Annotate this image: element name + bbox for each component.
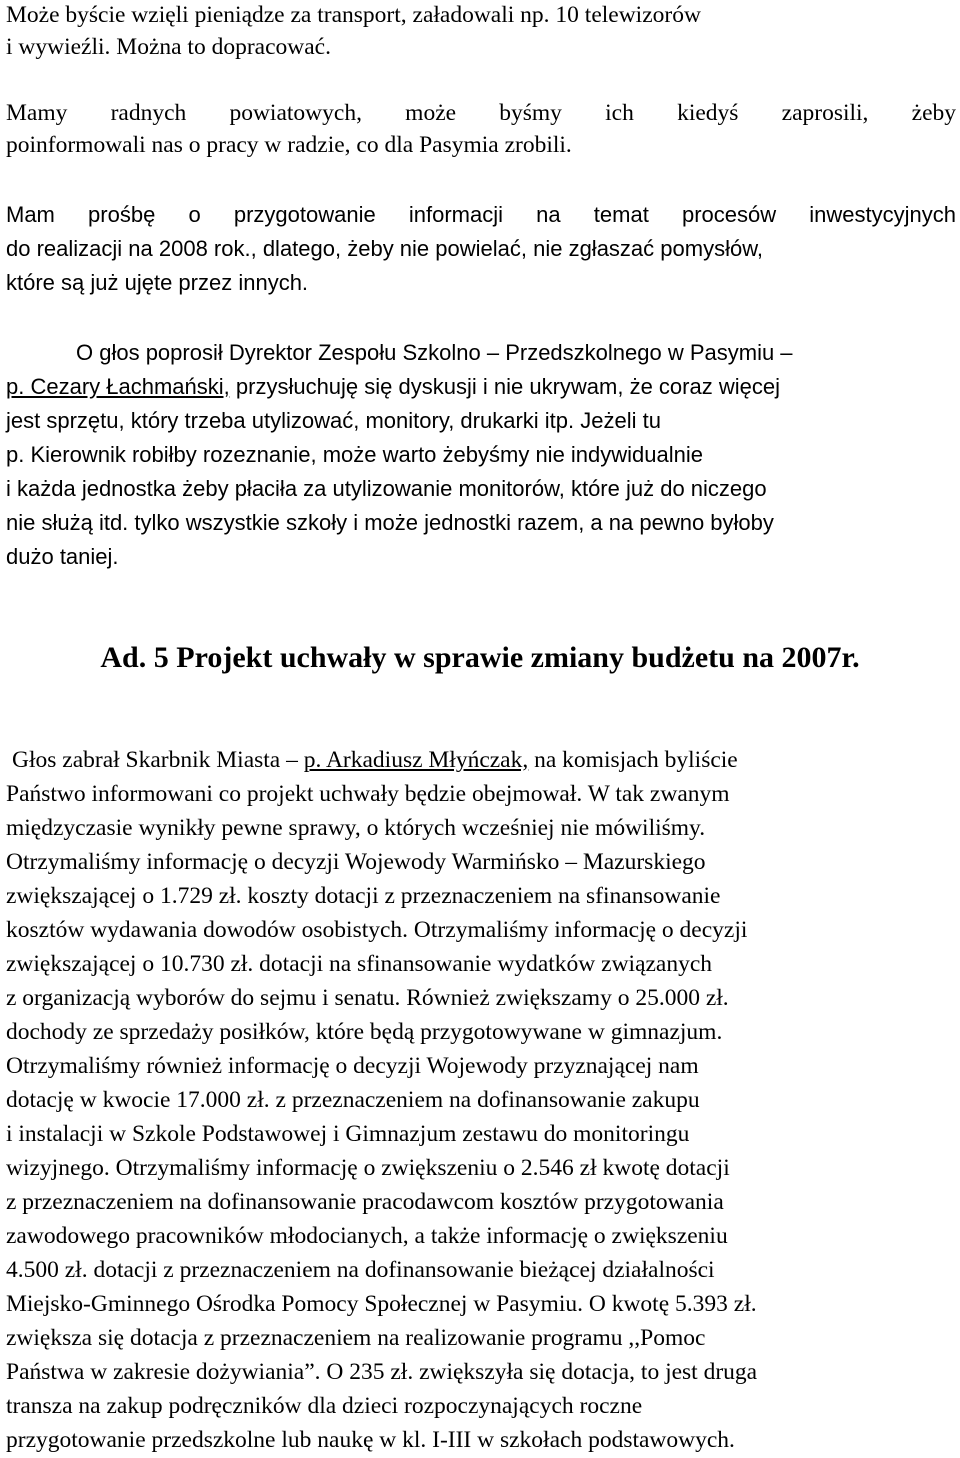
- paragraph-5-line-9: dochody ze sprzedaży posiłków, które będą przygotowywane w gimnazjum.: [6, 1019, 723, 1045]
- paragraph-5-line-19: Państwa w zakresie dożywiania”. O 235 zł. zwiększyła się dotacja, to jest druga: [6, 1359, 758, 1385]
- paragraph-5-line-16: 4.500 zł. dotacji z przeznaczeniem na dofinansowanie bieżącej działalności: [6, 1257, 715, 1283]
- paragraph-5-line-1b: na komisjach byliście: [528, 747, 738, 773]
- paragraph-3-line-2a: do realizacji na 2008 rok.: [6, 236, 251, 261]
- paragraph-5-line-8: z organizacją wyborów do sejmu i senatu. Również zwiększamy o 25.000 zł.: [6, 985, 729, 1011]
- paragraph-4-line-2-rest: przysłuchuję się dyskusji i nie ukrywam, że coraz więcej: [229, 374, 780, 399]
- paragraph-4-line-1: O głos poprosił Dyrektor Zespołu Szkolno – Przedszkolnego w Pasymiu –: [76, 340, 793, 365]
- paragraph-4-line-2: [6, 372, 780, 402]
- paragraph-5-line-3: międzyczasie wynikły pewne sprawy, o których wcześniej nie mówiliśmy.: [6, 815, 706, 841]
- paragraph-4-line-4: p. Kierownik robiłby rozeznanie, może warto żebyśmy nie indywidualnie: [6, 442, 703, 467]
- paragraph-5-line-11: dotację w kwocie 17.000 zł. z przeznaczeniem na dofinansowanie zakupu: [6, 1087, 700, 1113]
- paragraph-4-line-6: nie służą itd. tylko wszystkie szkoły i może jednostki razem, a na pewno byłoby: [6, 510, 774, 535]
- paragraph-5-line-15: zawodowego pracowników młodocianych, a także informację o zwiększeniu: [6, 1223, 728, 1249]
- paragraph-5-line-7: zwiększającej o 10.730 zł. dotacji na sfinansowanie wydatków związanych: [6, 951, 713, 977]
- paragraph-4-line-7: dużo taniej.: [6, 544, 119, 569]
- paragraph-4-line-5: i każda jednostka żeby płaciła za utylizowanie monitorów, które już do niczego: [6, 476, 767, 501]
- paragraph-5-line-12: i instalacji w Szkole Podstawowej i Gimnazjum zestawu do monitoringu: [6, 1121, 690, 1147]
- paragraph-2-line-1: Mamy radnych powiatowych, może byśmy ich kiedyś zaprosili, żeby: [6, 100, 956, 126]
- paragraph-3-line-1: Mam prośbę o przygotowanie informacji na temat procesów inwestycyjnych: [6, 202, 956, 227]
- paragraph-5-line-1: [12, 745, 738, 775]
- paragraph-1-line-1: Może byście wzięli pieniądze za transport, załadowali np. 10 telewizorów: [6, 2, 701, 28]
- paragraph-5-line-4: Otrzymaliśmy informację o decyzji Wojewody Warmińsko – Mazurskiego: [6, 849, 706, 875]
- paragraph-4-line-3: jest sprzętu, który trzeba utylizować, monitory, drukarki itp. Jeżeli tu: [6, 408, 661, 433]
- paragraph-1-line-2: i wywieźli. Można to dopracować.: [6, 34, 331, 60]
- paragraph-5-line-21: przygotowanie przedszkolne lub naukę w kl. I-III w szkołach podstawowych.: [6, 1427, 735, 1453]
- paragraph-5-line-13: wizyjnego. Otrzymaliśmy informację o zwiększeniu o 2.546 zł kwotę dotacji: [6, 1155, 730, 1181]
- paragraph-5-line-18: zwiększa się dotacja z przeznaczeniem na realizowanie programu ,,Pomoc: [6, 1325, 706, 1351]
- paragraph-5-line-17: Miejsko-Gminnego Ośrodka Pomocy Społecznej w Pasymiu. O kwotę 5.393 zł.: [6, 1291, 757, 1317]
- paragraph-5-line-10: Otrzymaliśmy również informację o decyzji Wojewody przyznającej nam: [6, 1053, 699, 1079]
- treasurer-name: p. Arkadiusz Młyńczak,: [303, 747, 529, 773]
- paragraph-5-line-6: kosztów wydawania dowodów osobistych. Otrzymaliśmy informację o decyzji: [6, 917, 748, 943]
- paragraph-5-line-1a: Głos zabrał Skarbnik Miasta –: [12, 747, 304, 773]
- paragraph-5-line-14: z przeznaczeniem na dofinansowanie pracodawcom kosztów przygotowania: [6, 1189, 724, 1215]
- paragraph-5-line-2: Państwo informowani co projekt uchwały będzie obejmował. W tak zwanym: [6, 781, 730, 807]
- paragraph-3-line-2: [6, 234, 763, 264]
- paragraph-3-line-3: które są już ujęte przez innych.: [6, 270, 309, 295]
- paragraph-5-line-5: zwiększającej o 1.729 zł. koszty dotacji z przeznaczeniem na sfinansowanie: [6, 883, 721, 909]
- paragraph-2-line-2: poinformowali nas o pracy w radzie, co dla Pasymia zrobili.: [6, 132, 572, 158]
- paragraph-5-line-20: transza na zakup podręczników dla dzieci rozpoczynających roczne: [6, 1393, 643, 1419]
- speaker-name: p. Cezary Łachmański,: [6, 374, 230, 399]
- section-heading: Ad. 5 Projekt uchwały w sprawie zmiany budżetu na 2007r.: [100, 641, 860, 674]
- paragraph-3-line-2b: , dlatego, żeby nie powielać, nie zgłaszać pomysłów,: [250, 236, 763, 261]
